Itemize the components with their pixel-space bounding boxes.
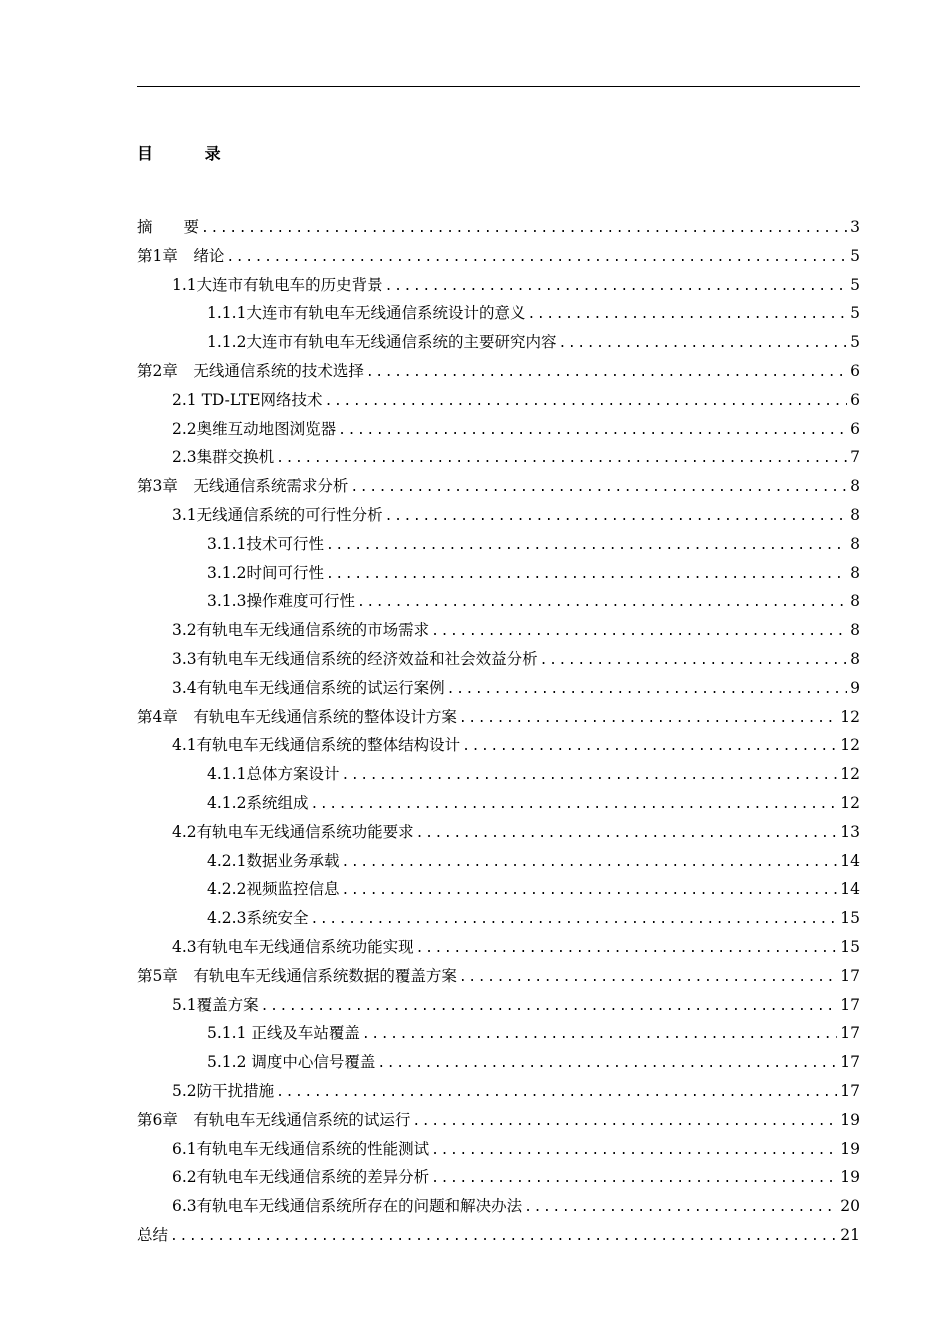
- toc-entry[interactable]: [137, 760, 860, 789]
- toc-entry[interactable]: [137, 1019, 860, 1048]
- toc-entry-page: 15: [840, 937, 860, 956]
- toc-dot-leader: [350, 474, 847, 503]
- toc-entry-page: 21: [840, 1225, 860, 1244]
- toc-entry-page: 5: [850, 246, 860, 265]
- toc-entry-page: 12: [840, 765, 860, 784]
- toc-entry-label: 第2章 无线通信系统的技术选择: [137, 361, 364, 380]
- toc-entry-page: 17: [840, 1053, 860, 1072]
- toc-entry[interactable]: [137, 1106, 860, 1135]
- toc-entry[interactable]: [137, 731, 860, 760]
- toc-dot-leader: [310, 791, 837, 820]
- toc-entry-label: 2.1 TD-LTE网络技术: [172, 390, 323, 409]
- toc-entry[interactable]: [137, 933, 860, 962]
- toc-entry-label: 3.1.1技术可行性: [207, 534, 324, 553]
- toc-entry-page: 6: [850, 361, 860, 380]
- toc-entry-label: 总结: [137, 1225, 169, 1244]
- toc-entry-page: 8: [850, 649, 860, 668]
- toc-entry[interactable]: [137, 904, 860, 933]
- toc-entry-label: 第5章 有轨电车无线通信系统数据的覆盖方案: [137, 966, 457, 985]
- toc-entry[interactable]: [137, 271, 860, 300]
- toc-dot-leader: [326, 561, 847, 590]
- toc-entry-page: 6: [850, 419, 860, 438]
- toc-entry[interactable]: [137, 501, 860, 530]
- toc-entry-label: 4.1.2系统组成: [207, 793, 309, 812]
- toc-entry[interactable]: [137, 472, 860, 501]
- toc-entry-label: 摘 要: [137, 218, 200, 236]
- toc-entry-label: 5.1.1 正线及车站覆盖: [207, 1024, 360, 1043]
- toc-entry-label: 第3章 无线通信系统需求分析: [137, 477, 349, 496]
- toc-entry-page: 12: [840, 793, 860, 812]
- toc-entry-label: 4.2有轨电车无线通信系统功能要求: [172, 822, 414, 841]
- toc-entry-page: 5: [850, 275, 860, 294]
- toc-entry[interactable]: [137, 1048, 860, 1077]
- toc-entry[interactable]: [137, 818, 860, 847]
- toc-entry-label: 5.2防干扰措施: [172, 1081, 275, 1100]
- toc-entry-page: 17: [840, 966, 860, 985]
- toc-entry-label: 1.1.1大连市有轨电车无线通信系统设计的意义: [207, 304, 526, 323]
- toc-entry-label: 4.2.2视频监控信息: [207, 880, 340, 899]
- toc-dot-leader: [527, 301, 847, 330]
- toc-entry[interactable]: [137, 415, 860, 444]
- toc-dot-leader: [416, 935, 838, 964]
- toc-entry[interactable]: [137, 1135, 860, 1164]
- toc-entry-label: 3.4有轨电车无线通信系统的试运行案例: [172, 678, 445, 697]
- toc-entry-label: 6.1有轨电车无线通信系统的性能测试: [172, 1139, 430, 1158]
- toc-entry-label: 6.3有轨电车无线通信系统所存在的问题和解决办法: [172, 1197, 523, 1216]
- toc-entry[interactable]: [137, 386, 860, 415]
- toc-entry-page: 14: [840, 851, 860, 870]
- toc-entry[interactable]: [137, 1077, 860, 1106]
- toc-entry[interactable]: [137, 789, 860, 818]
- toc-entry-label: 4.2.3系统安全: [207, 909, 309, 928]
- toc-dot-leader: [385, 273, 847, 302]
- toc-dot-leader: [459, 705, 837, 734]
- header-rule: [137, 86, 860, 87]
- toc-entry-label: 2.3集群交换机: [172, 448, 275, 467]
- toc-entry-page: 3: [850, 218, 860, 236]
- toc-dot-leader: [412, 1108, 837, 1137]
- toc-entry-label: 3.3有轨电车无线通信系统的经济效益和社会效益分析: [172, 649, 538, 668]
- toc-entry-label: 5.1覆盖方案: [172, 995, 259, 1014]
- toc-dot-leader: [341, 849, 837, 878]
- toc-entry[interactable]: [137, 530, 860, 559]
- toc-entry-page: 8: [850, 477, 860, 496]
- table-of-contents: [137, 213, 860, 1250]
- toc-dot-leader: [366, 359, 847, 388]
- toc-entry-page: 15: [840, 909, 860, 928]
- toc-entry-label: 2.2奥维互动地图浏览器: [172, 419, 337, 438]
- toc-dot-leader: [385, 503, 847, 532]
- toc-entry-label: 4.1有轨电车无线通信系统的整体结构设计: [172, 736, 461, 755]
- toc-entry[interactable]: [137, 674, 860, 703]
- toc-entry[interactable]: [137, 357, 860, 386]
- toc-entry-page: 19: [840, 1139, 860, 1158]
- toc-entry-label: 第4章 有轨电车无线通信系统的整体设计方案: [137, 707, 457, 726]
- toc-entry-page: 13: [840, 822, 860, 841]
- toc-entry-label: 第6章 有轨电车无线通信系统的试运行: [137, 1110, 411, 1129]
- toc-entry[interactable]: [137, 962, 860, 991]
- toc-title: 目 录: [137, 144, 244, 163]
- toc-dot-leader: [276, 445, 847, 474]
- toc-entry-page: 8: [850, 621, 860, 640]
- toc-entry-page: 9: [850, 678, 860, 697]
- toc-entry-page: 8: [850, 563, 860, 582]
- toc-entry-label: 1.1.2大连市有轨电车无线通信系统的主要研究内容: [207, 333, 557, 352]
- toc-dot-leader: [201, 215, 847, 244]
- toc-entry-page: 14: [840, 880, 860, 899]
- toc-dot-leader: [524, 1194, 837, 1223]
- toc-entry-label: 3.1.3操作难度可行性: [207, 592, 355, 611]
- toc-dot-leader: [338, 417, 847, 446]
- toc-entry-page: 12: [840, 707, 860, 726]
- toc-entry-page: 17: [840, 1024, 860, 1043]
- toc-entry-label: 4.2.1数据业务承载: [207, 851, 340, 870]
- toc-entry-page: 19: [840, 1168, 860, 1187]
- toc-entry-page: 8: [850, 592, 860, 611]
- toc-entry-page: 12: [840, 736, 860, 755]
- toc-entry[interactable]: [137, 875, 860, 904]
- toc-entry[interactable]: [137, 443, 860, 472]
- toc-entry-page: 19: [840, 1110, 860, 1129]
- toc-dot-leader: [558, 330, 847, 359]
- toc-dot-leader: [357, 589, 847, 618]
- toc-dot-leader: [341, 762, 837, 791]
- toc-entry-page: 8: [850, 534, 860, 553]
- toc-entry[interactable]: [137, 587, 860, 616]
- toc-dot-leader: [377, 1050, 837, 1079]
- toc-entry[interactable]: [137, 213, 860, 242]
- toc-entry[interactable]: [137, 1163, 860, 1192]
- toc-entry-label: 5.1.2 调度中心信号覆盖: [207, 1053, 376, 1072]
- toc-entry-page: 8: [850, 505, 860, 524]
- toc-entry-page: 5: [850, 333, 860, 352]
- toc-entry-label: 4.1.1总体方案设计: [207, 765, 340, 784]
- toc-entry-page: 17: [840, 1081, 860, 1100]
- toc-entry-label: 3.2有轨电车无线通信系统的市场需求: [172, 621, 430, 640]
- toc-dot-leader: [325, 388, 848, 417]
- toc-entry[interactable]: [137, 703, 860, 732]
- toc-entry[interactable]: [137, 645, 860, 674]
- toc-dot-leader: [362, 1021, 837, 1050]
- toc-entry[interactable]: [137, 616, 860, 645]
- toc-entry-page: 17: [840, 995, 860, 1014]
- toc-entry[interactable]: [137, 299, 860, 328]
- toc-dot-leader: [431, 1137, 837, 1166]
- toc-entry[interactable]: [137, 1192, 860, 1221]
- toc-entry[interactable]: [137, 559, 860, 588]
- toc-entry-label: 6.2有轨电车无线通信系统的差异分析: [172, 1168, 430, 1187]
- toc-dot-leader: [310, 906, 837, 935]
- toc-entry-page: 7: [850, 448, 860, 467]
- toc-dot-leader: [431, 1165, 837, 1194]
- toc-entry-label: 1.1大连市有轨电车的历史背景: [172, 275, 383, 294]
- toc-dot-leader: [459, 964, 837, 993]
- toc-dot-leader: [431, 618, 847, 647]
- toc-dot-leader: [170, 1223, 837, 1252]
- toc-dot-leader: [226, 244, 847, 273]
- toc-entry-label: 3.1无线通信系统的可行性分析: [172, 505, 383, 524]
- toc-entry[interactable]: [137, 328, 860, 357]
- toc-entry[interactable]: [137, 242, 860, 271]
- toc-entry-label: 第1章 绪论: [137, 246, 225, 265]
- toc-entry[interactable]: [137, 991, 860, 1020]
- toc-dot-leader: [341, 877, 837, 906]
- toc-entry-page: 20: [840, 1197, 860, 1216]
- toc-dot-leader: [540, 647, 847, 676]
- toc-dot-leader: [416, 820, 838, 849]
- toc-entry-label: 4.3有轨电车无线通信系统功能实现: [172, 937, 414, 956]
- toc-entry[interactable]: [137, 847, 860, 876]
- toc-dot-leader: [276, 1079, 837, 1108]
- toc-dot-leader: [447, 676, 847, 705]
- toc-entry-page: 5: [850, 304, 860, 323]
- toc-dot-leader: [326, 532, 847, 561]
- toc-entry[interactable]: [137, 1221, 860, 1250]
- toc-dot-leader: [261, 993, 838, 1022]
- toc-entry-page: 6: [850, 390, 860, 409]
- toc-dot-leader: [462, 733, 837, 762]
- toc-entry-label: 3.1.2时间可行性: [207, 563, 324, 582]
